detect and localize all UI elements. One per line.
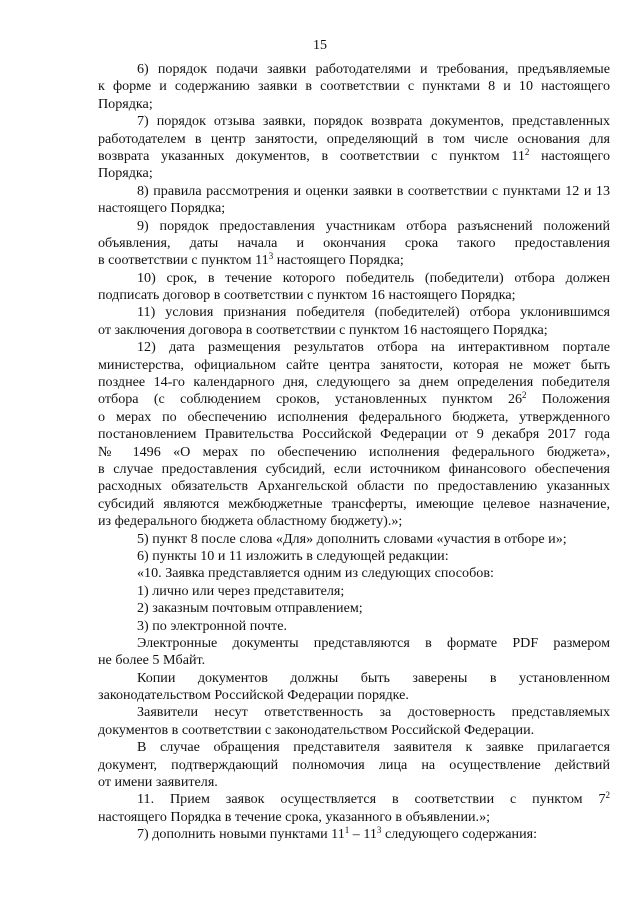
text-segment: 11. Прием заявок осуществляется в соответствии с пунктом 7: [137, 791, 606, 808]
text-segment: 8) правила рассмотрения и оценки заявки в соответствии с пунктами 12 и 13: [137, 182, 610, 199]
text-line: [98, 652, 610, 669]
text-line: [98, 461, 610, 478]
text-line: [98, 304, 610, 321]
text-line: [98, 826, 610, 843]
superscript: 3: [376, 825, 382, 836]
text-line: [98, 148, 610, 165]
text-line: [98, 774, 610, 791]
text-line: [98, 357, 610, 374]
text-line: [98, 165, 610, 182]
text-segment: 10) срок, в течение которого победитель (победители) отбора должен: [137, 269, 610, 286]
document-body: [98, 61, 610, 844]
text-segment: к форме и содержанию заявки в соответствии с пунктами 8 и 10 настоящего: [98, 78, 610, 95]
page-number: 15: [313, 38, 327, 53]
text-segment: министерства, официальном сайте центра занятости, которая не может быть: [98, 356, 610, 373]
text-segment: 7) дополнить новыми пунктами 11: [137, 826, 345, 843]
text-line: [98, 635, 610, 652]
text-segment: Электронные документы представляются в формате PDF размером: [137, 634, 610, 651]
text-segment: объявления, даты начала и окончания срока такого предоставления: [98, 234, 610, 251]
text-line: [98, 513, 610, 530]
text-line: [98, 531, 610, 548]
text-line: [98, 670, 610, 687]
text-segment: о мерах по обеспечению исполнения федерального бюджета, утвержденного: [98, 408, 610, 425]
text-line: [98, 618, 610, 635]
text-segment: настоящего: [529, 147, 610, 164]
text-segment: 6) порядок подачи заявки работодателями и требования, предъявляемые: [137, 61, 610, 77]
text-segment: работодателем в центр занятости, определяющий в том числе основания для: [98, 130, 610, 147]
text-segment: настоящего Порядка;: [98, 200, 226, 217]
text-line: [98, 809, 610, 826]
text-line: [98, 583, 610, 600]
text-line: [98, 444, 610, 461]
text-segment: возврата указанных документов, в соответствии с пунктом 11: [98, 147, 525, 164]
text-segment: от имени заявителя.: [98, 774, 218, 791]
superscript: 2: [524, 146, 530, 157]
text-line: [98, 78, 610, 95]
text-segment: в соответствии с пунктом 11: [98, 252, 269, 269]
text-line: [98, 131, 610, 148]
text-segment: документов в соответствии с законодательством Российской Федерации.: [98, 721, 535, 738]
text-line: [98, 183, 610, 200]
text-segment: 7) порядок отзыва заявки, порядок возврата документов, представленных: [137, 113, 610, 130]
text-segment: № 1496 «О мерах по обеспечению исполнения федерального бюджета»,: [98, 443, 610, 460]
text-line: [98, 791, 610, 808]
text-segment: не более 5 Мбайт.: [98, 652, 206, 669]
text-line: [98, 739, 610, 756]
text-line: [98, 322, 610, 339]
text-segment: 6) пункты 10 и 11 изложить в следующей редакции:: [137, 547, 449, 564]
text-segment: постановлением Правительства Российской Федерации от 9 декабря 2017 года: [98, 426, 610, 443]
text-line: [98, 704, 610, 721]
text-segment: законодательством Российской Федерации порядке.: [98, 687, 409, 704]
text-line: [98, 287, 610, 304]
text-segment: подписать договор в соответствии с пунктом 16 настоящего Порядка;: [98, 287, 516, 304]
text-segment: 1) лично или через представителя;: [137, 582, 345, 599]
text-segment: из федерального бюджета областному бюджету).»;: [98, 513, 403, 530]
text-line: [98, 600, 610, 617]
text-line: [98, 61, 610, 78]
text-line: [98, 339, 610, 356]
text-line: [98, 113, 610, 130]
text-segment: Порядка;: [98, 95, 153, 112]
text-line: [98, 426, 610, 443]
text-segment: – 11: [349, 826, 377, 843]
superscript: 1: [344, 825, 350, 836]
text-segment: позднее 14-го календарного дня, следующего за днем определения победителя: [98, 374, 610, 391]
text-line: [98, 374, 610, 391]
text-line: [98, 478, 610, 495]
text-segment: настоящего Порядка в течение срока, указанного в объявлении.»;: [98, 808, 491, 825]
text-segment: «10. Заявка представляется одним из следующих способов:: [137, 565, 494, 582]
text-segment: отбора (с соблюдением сроков, установленных пунктом 26: [98, 391, 523, 408]
text-segment: 5) пункт 8 после слова «Для» дополнить словами «участия в отборе и»;: [137, 530, 567, 547]
text-segment: документ, подтверждающий полномочия лица на осуществление действий: [98, 756, 610, 773]
text-line: [98, 722, 610, 739]
text-segment: 2) заказным почтовым отправлением;: [137, 600, 363, 617]
superscript: 2: [605, 790, 610, 801]
text-line: [98, 200, 610, 217]
text-line: [98, 409, 610, 426]
text-line: [98, 391, 610, 408]
text-segment: 3) по электронной почте.: [137, 617, 287, 634]
text-line: [98, 687, 610, 704]
text-segment: от заключения договора в соответствии с пунктом 16 настоящего Порядка;: [98, 321, 548, 338]
text-segment: субсидий являются межбюджетные трансферты, имеющие целевое назначение,: [98, 495, 610, 512]
text-line: [98, 270, 610, 287]
text-line: [98, 757, 610, 774]
text-line: [98, 235, 610, 252]
text-segment: 9) порядок предоставления участникам отбора разъяснений положений: [137, 217, 610, 234]
text-line: [98, 548, 610, 565]
text-segment: в случае предоставления субсидий, если источником финансового обеспечения: [98, 460, 610, 477]
text-line: [98, 218, 610, 235]
text-segment: 12) дата размещения результатов отбора на интерактивном портале: [137, 339, 610, 356]
superscript: 2: [522, 390, 527, 401]
text-line: [98, 96, 610, 113]
text-line: [98, 496, 610, 513]
text-segment: Положения: [526, 391, 610, 408]
superscript: 3: [268, 251, 274, 262]
text-segment: 11) условия признания победителя (победителей) отбора уклонившимся: [137, 304, 610, 321]
text-segment: Заявители несут ответственность за достоверность представляемых: [137, 704, 610, 721]
text-segment: следующего содержания:: [381, 826, 538, 843]
text-line: [98, 565, 610, 582]
text-segment: настоящего Порядка;: [273, 252, 404, 269]
text-segment: расходных обязательств Архангельской области по предоставлению указанных: [98, 478, 610, 495]
text-segment: Копии документов должны быть заверены в установленном: [137, 669, 610, 686]
text-line: [98, 252, 610, 269]
text-segment: Порядка;: [98, 165, 153, 182]
text-segment: В случае обращения представителя заявителя к заявке прилагается: [137, 739, 610, 756]
